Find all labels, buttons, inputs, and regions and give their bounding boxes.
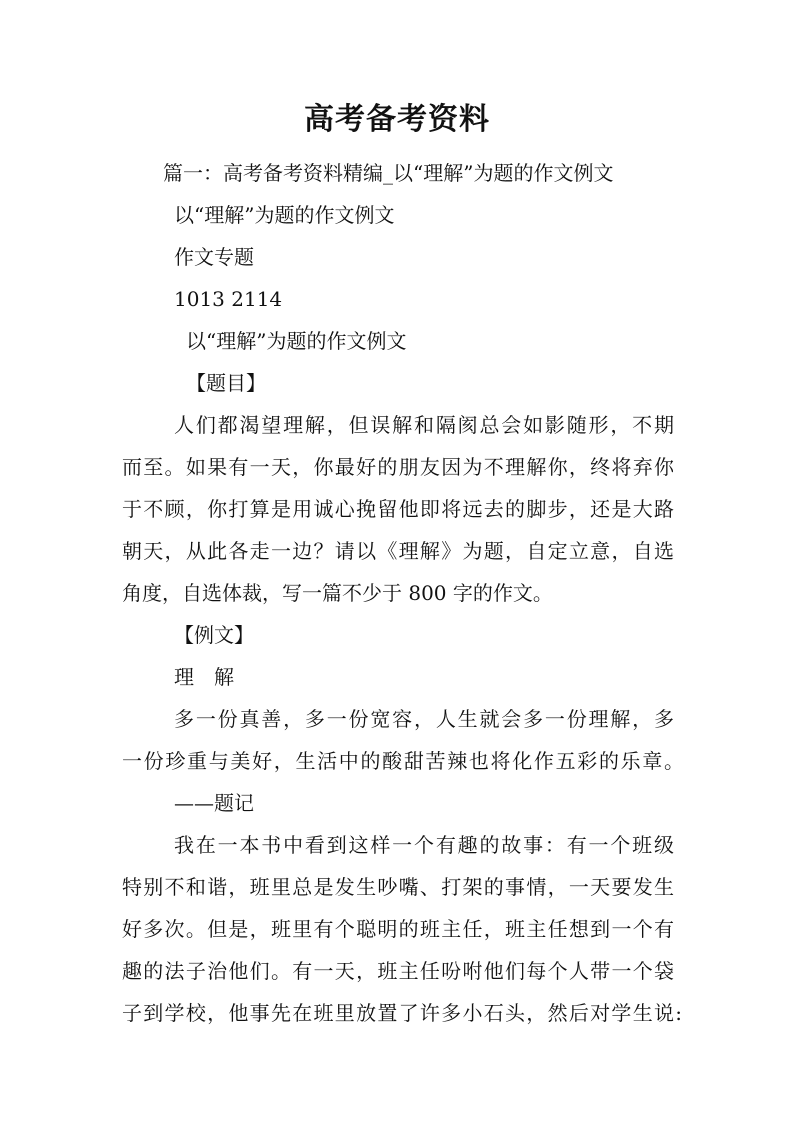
reference-number: 1013 2114 [174, 287, 283, 311]
prompt-line-3: 于不顾，你打算是用诚心挽留他即将远去的脚步，还是大路 [122, 497, 674, 521]
body-line-4: 趣的法子治他们。有一天，班主任吩咐他们每个人带一个袋 [122, 959, 674, 983]
example-label: 【例文】 [174, 623, 254, 647]
prompt-line-5: 角度，自选体裁，写一篇不少于 800 字的作文。 [122, 581, 553, 605]
prompt-label: 【题目】 [186, 371, 266, 395]
body-line-5: 子到学校，他事先在班里放置了许多小石头，然后对学生说: [122, 1001, 682, 1025]
epigraph-line-2: 一份珍重与美好，生活中的酸甜苦辣也将化作五彩的乐章。 [122, 749, 684, 773]
article-heading: 篇一：高考备考资料精编_以“理解”为题的作文例文 [163, 161, 614, 185]
subheading: 以“理解”为题的作文例文 [174, 203, 395, 227]
body-line-1: 我在一本书中看到这样一个有趣的故事：有一个班级 [174, 833, 674, 857]
body-line-3: 好多次。但是，班里有个聪明的班主任，班主任想到一个有 [122, 917, 674, 941]
example-title: 理 解 [174, 665, 234, 689]
epigraph-line-1: 多一份真善，多一份宽容，人生就会多一份理解，多 [174, 707, 674, 731]
body-line-2: 特别不和谐，班里总是发生吵嘴、打架的事情，一天要发生 [122, 875, 674, 899]
prompt-line-1: 人们都渴望理解，但误解和隔阂总会如影随形，不期 [174, 413, 674, 437]
essay-title-heading: 以“理解”为题的作文例文 [186, 329, 407, 353]
section-label: 作文专题 [174, 245, 254, 269]
prompt-line-2: 而至。如果有一天，你最好的朋友因为不理解你，终将弃你 [122, 455, 674, 479]
epigraph-attribution: ——题记 [174, 791, 254, 815]
document-title: 高考备考资料 [304, 102, 490, 137]
prompt-line-4: 朝天，从此各走一边？请以《理解》为题，自定立意，自选 [122, 539, 674, 563]
